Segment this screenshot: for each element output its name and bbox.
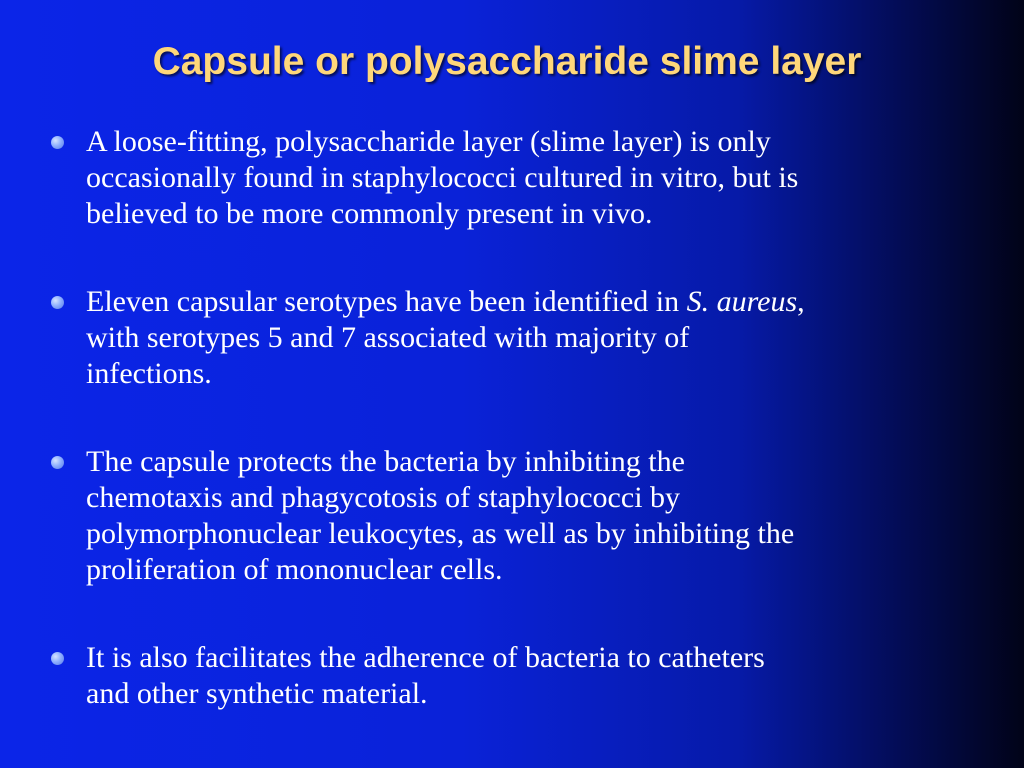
bullet-line: with serotypes 5 and 7 associated with majority of (86, 321, 690, 354)
bullet-line: proliferation of mononuclear cells. (86, 553, 503, 586)
bullet-line: infections. (86, 357, 212, 390)
bullet-line (86, 284, 988, 320)
bullet-line: polymorphonuclear leukocytes, as well as by inhibiting the (86, 517, 795, 550)
bullet-line: It is also facilitates the adherence of bacteria to catheters (86, 641, 765, 674)
bullet-dot-icon (51, 136, 64, 149)
species-name: S. aureus (686, 285, 798, 318)
bullet-item (48, 284, 988, 392)
bullet-line: occasionally found in staphylococci cultured in vitro, but is (86, 161, 799, 194)
bullet-line: A loose-fitting, polysaccharide layer (slime layer) is only (86, 125, 771, 158)
bullet-dot-icon (51, 652, 64, 665)
bullet-text-segment: Eleven capsular serotypes have been identified in (86, 285, 687, 318)
bullet-text (86, 444, 988, 588)
bullet-line: and other synthetic material. (86, 677, 428, 710)
bullet-list (48, 124, 988, 712)
bullet-text (86, 124, 988, 232)
bullet-dot-icon (51, 296, 64, 309)
bullet-line: believed to be more commonly present in vivo. (86, 197, 653, 230)
bullet-line: chemotaxis and phagycotosis of staphylococci by (86, 481, 681, 514)
bullet-text-segment: , (797, 285, 805, 318)
bullet-item (48, 640, 988, 712)
bullet-item (48, 124, 988, 232)
bullet-line: The capsule protects the bacteria by inhibiting the (86, 445, 685, 478)
slide-title: Capsule or polysaccharide slime layer (152, 40, 862, 83)
bullet-text (86, 284, 988, 392)
bullet-text (86, 640, 988, 712)
bullet-dot-icon (51, 456, 64, 469)
bullet-item (48, 444, 988, 588)
